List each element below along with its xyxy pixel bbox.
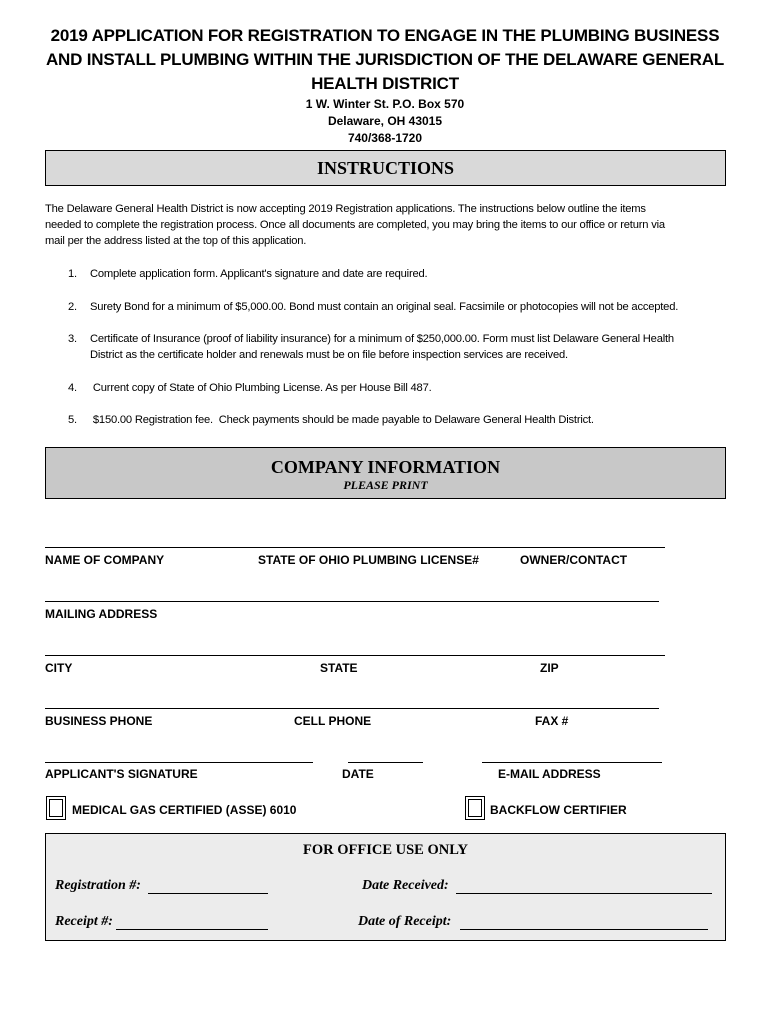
address-line-2: Delaware, OH 43015 [327,114,443,128]
title-line-3: HEALTH DISTRICT [311,74,459,93]
item-text: Surety Bond for a minimum of $5,000.00. Bond must contain an original seal. Facsimile or photocopies will not be accepted. [90,301,679,313]
instruction-item-3 [68,331,728,365]
phone-number: 740/368-1720 [347,131,423,145]
intro-line: mail per the address listed at the top of this application. [45,235,307,247]
date-line[interactable] [348,762,423,763]
phone-fax-line[interactable] [45,708,659,709]
label-date-of-receipt: Date of Receipt: [358,914,452,929]
label-name-of-company: NAME OF COMPANY [45,553,165,567]
label-plumbing-license: STATE OF OHIO PLUMBING LICENSE# [258,553,479,567]
email-line[interactable] [482,762,662,763]
intro-line: needed to complete the registration process. Once all documents are completed, you may bring the items to our office or return via [45,219,665,231]
label-owner-contact: OWNER/CONTACT [520,553,628,567]
label-mailing-address: MAILING ADDRESS [45,607,158,621]
label-cell-phone: CELL PHONE [294,714,372,728]
company-subheading: PLEASE PRINT [343,478,428,492]
backflow-checkbox[interactable] [465,796,485,820]
item-number: 3. [68,333,77,345]
label-backflow-certifier: BACKFLOW CERTIFIER [490,803,627,817]
item-text [90,331,730,363]
label-city: CITY [45,661,73,675]
instructions-intro [45,201,725,249]
registration-number-line[interactable] [148,893,268,894]
label-business-phone: BUSINESS PHONE [45,714,153,728]
label-receipt-number: Receipt #: [55,914,113,929]
mailing-address-line[interactable] [45,601,659,602]
label-medical-gas: MEDICAL GAS CERTIFIED (ASSE) 6010 [72,803,297,817]
item-text: Current copy of State of Ohio Plumbing License. As per House Bill 487. [90,382,432,394]
date-of-receipt-line[interactable] [460,929,708,930]
date-received-line[interactable] [456,893,712,894]
document-title [20,24,750,96]
office-use-box [45,833,726,941]
item-number: 4. [68,382,77,394]
item-text-line: District as the certificate holder and renewals must be on file before inspection services are received. [90,349,568,361]
label-date: DATE [342,767,374,781]
signature-line[interactable] [45,762,313,763]
label-email-address: E-MAIL ADDRESS [498,767,601,781]
receipt-number-line[interactable] [116,929,268,930]
item-text: $150.00 Registration fee. Check payments should be made payable to Delaware General Health District. [90,414,594,426]
title-line-2: AND INSTALL PLUMBING WITHIN THE JURISDICTION OF THE DELAWARE GENERAL [45,50,725,69]
address-line-1: 1 W. Winter St. P.O. Box 570 [305,97,465,111]
item-number: 1. [68,268,77,280]
city-state-zip-line[interactable] [45,655,665,656]
company-heading-box [45,447,726,499]
label-fax: FAX # [535,714,569,728]
label-zip: ZIP [540,661,559,675]
item-number: 2. [68,301,77,313]
company-name-line[interactable] [45,547,665,548]
label-applicant-signature: APPLICANT'S SIGNATURE [45,767,198,781]
title-line-1: 2019 APPLICATION FOR REGISTRATION TO ENGAGE IN THE PLUMBING BUSINESS [50,26,720,45]
item-number: 5. [68,414,77,426]
label-date-received: Date Received: [362,878,449,893]
label-registration-number: Registration #: [55,878,141,893]
instructions-heading: INSTRUCTIONS [316,158,455,178]
medical-gas-checkbox[interactable] [46,796,66,820]
label-state: STATE [320,661,358,675]
office-use-heading: FOR OFFICE USE ONLY [302,842,469,858]
item-text: Complete application form. Applicant's signature and date are required. [90,268,428,280]
company-heading: COMPANY INFORMATION [270,457,501,477]
item-text-line: Certificate of Insurance (proof of liability insurance) for a minimum of $250,000.00. Form must list Delaware General Health [90,333,674,345]
intro-line: The Delaware General Health District is now accepting 2019 Registration applications. The instructions below outline the items [45,203,646,215]
instructions-heading-box [45,150,726,186]
